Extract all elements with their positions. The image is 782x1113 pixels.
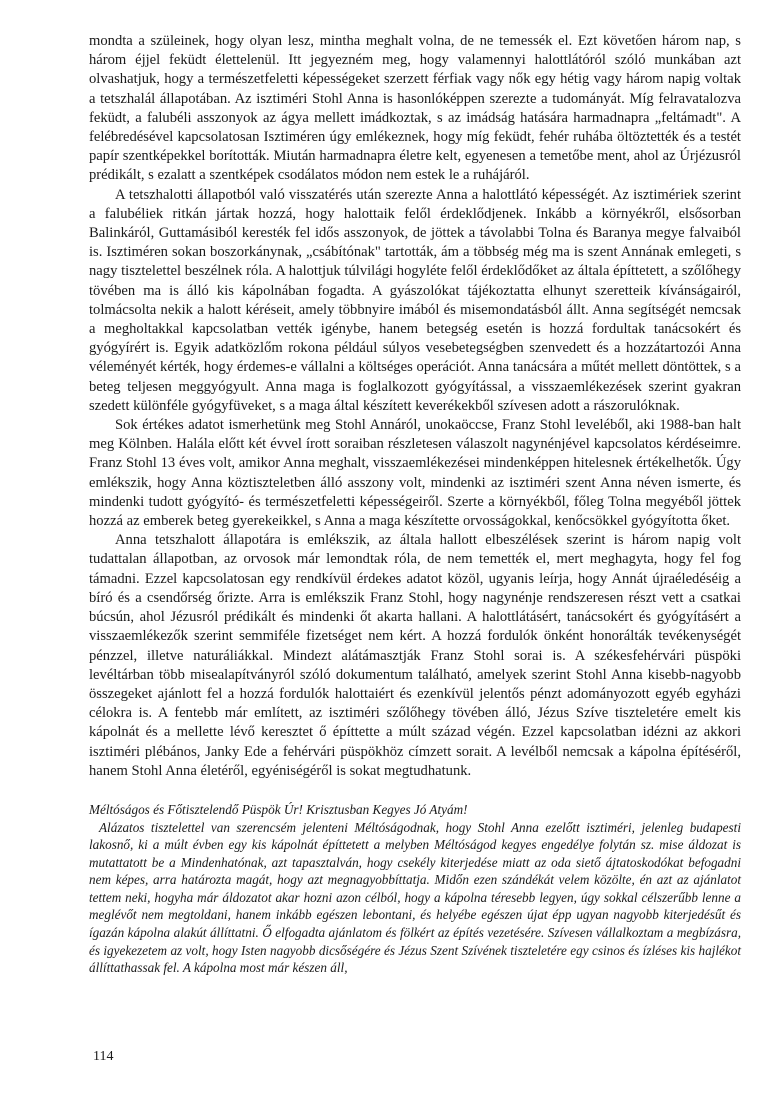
quoted-letter	[89, 801, 741, 977]
letter-body: Alázatos tisztelettel van szerencsém jelenteni Méltóságodnak, hogy Stohl Anna ezelőtt isztiméri, jelenleg budapesti lakosnő, ki a múlt évben egy kis kápolnát építtetett a melyben Méltóságod kegyes engedélye folytán sz. mise áldozat is mutattatott be a Mindenhatónak, azt tapasztalván, hogy csekély kiterjedése miatt az oda siető ájtatoskodókat befogadni nem képes, arra határozta magát, hogy azt megnagyobbíttatja. Midőn ezen szándékát velem közölte, én azt az ajánlatot tettem neki, hogyha már áldozatot akar hozni azon célból, hogy a kápolna téresebb legyen, úgy sokkal célszerűbb lenne a meglévőt nem megtoldani, hanem inkább egészen lebontani, és helyébe egészen újat épp ugyan nagyobb kiterjedésűt és ígazán kápolna alakút állíttatni. Ő elfogadta ajánlatom és fölkért az építés vezetésére. Szívesen vállalkoztam a megbízásra, és igyekezetem az volt, hogy Isten nagyobb dicsőségére és Jézus Szent Szívének tiszteletére egy csinos és ízléses kis hajlékot állíttathassak fel. A kápolna most már készen áll,	[89, 819, 741, 976]
paragraph: A tetszhalotti állapotból való visszatérés után szerezte Anna a halottlátó képességét. Az isztimériek szerint a falubéliek ritkán jártak hozzá, hogy halottaik felől érdeklődjenek. Inkább a környékről, elsősorban Balinkáról, Guttamásiból keresték fel idős asszonyok, de jöttek a távolabbi Tolna és Baranya megye falvaiból is. Isztiméren sokan boszorkánynak, „csábítónak" tartották, ám a többség még ma is szent Annának emlegeti, s nagy tisztelettel beszélnek róla. A halottjuk túlvilági hogyléte felől érdeklődőket az általa építtetett, a szőlőhegy tövében ma is álló kis kápolnában fogadta. A gyászolókat tájékoztatta elhunyt szeretteik kívánságairól, tolmácsolta nekik a halott kéréseit, amely többnyire imából és misemondatásból állt. Anna segítségét nemcsak a megholtakkal kapcsolatban vették igénybe, hanem betegség esetén is hozzá fordultak tanácsokért és gyógyírért is. Egyik adatközlőm rokona például súlyos vesebetegségben szenvedett és a hozzátartozói Anna véleményét kérték, hogy érdemes-e vállalni a költséges operációt. Anna tanácsára a műtét mellett döntöttek, s a beteg teljesen meggyógyult. Anna maga is foglalkozott gyógyítással, a visszaemlékezések szerint gyakran szedett különféle gyógyfüveket, s a maga által készített keverékekből szívesen adott a rászorulóknak.	[89, 186, 741, 414]
paragraph: Sok értékes adatot ismerhetünk meg Stohl Annáról, unokaöccse, Franz Stohl leveléből, aki 1988-ban halt meg Kölnben. Halála előtt két évvel írott soraiban részletesen válaszolt nagynénjével kapcsolatos kérdéseimre. Franz Stohl 13 éves volt, amikor Anna meghalt, visszaemlékezései mindenképpen hitelesnek értékelhetők. Úgy emlékszik, hogy Anna köztiszteletben álló asszony volt, mindenki az isztiméri szent Anna néven ismerte, és mindenki tudott gyógyító- és természetfeletti képességeiről. Szerte a környékből, főleg Tolna megyéből jöttek hozzá az emberek beteg gyerekeikkel, s Anna a maga készítette orvosságokkal, kenőcsökkel gyógyította őket.	[89, 417, 741, 530]
paragraph: mondta a szüleinek, hogy olyan lesz, mintha meghalt volna, de ne temessék el. Ezt követően három nap, s három éjjel feküdt élettelenül. Itt jegyezném meg, hogy valamennyi halottlátóról szóló munkában azt olvashatjuk, hogy a természetfeletti képességeket szerzett férfiak vagy nők egy hétig vagy három napig voltak a tetszhalál állapotában. Az isztiméri Stohl Anna is hasonlóképpen szerezte a tudományát. Míg felravatalozva feküdt, a falubéli asszonyok az ágya mellett imádkoztak, s az imádság hatására harmadnapra „feltámadt". A felébredésével kapcsolatosan Isztiméren úgy emlékeznek, hogy míg feküdt, fehér ruhába öltöztették és a testét papír szentképekkel borították. Miután harmadnapra életre kelt, egyenesen a temetőbe ment, ahol az Úrjézusról prédikált, s ezalatt a szentképek csodálatos módon nem estek le a ruhájáról.	[89, 33, 741, 184]
page-number: 114	[93, 1049, 114, 1064]
body-text	[89, 32, 741, 781]
letter-salutation: Méltóságos és Főtisztelendő Püspök Úr! Krisztusban Kegyes Jó Atyám!	[89, 801, 468, 817]
paragraph: Anna tetszhalott állapotára is emlékszik, az általa hallott elbeszélések szerint is három napig volt tudattalan állapotban, az orvosok már lemondtak róla, de nem temették el, mert meghagyta, hogy fel fog támadni. Ezzel kapcsolatosan egy rendkívül érdekes adatot közöl, ugyanis leírja, hogy Annát újraéledéséig a bíró és a csendőrség őrizte. Arra is emlékszik Franz Stohl, hogy nagynénje rendszeresen részt vett a csatkai búcsún, ahol Jézusról prédikált és mindenki őt akarta hallani. A halottlátásért, tanácsokért és gyógyításért a visszaemlékezők szerint semmiféle fizetséget nem kért. A hozzá fordulók önként honorálták tevékenységét pénzzel, illetve naturáliákkal. Mindezt alátámasztják Franz Stohl sorai is. A székesfehérvári püspöki levéltárban több misealapítványról szóló dokumentum található, amelyek szerint Stohl Anna kisebb-nagyobb összegeket ajánlott fel a hozzá fordulók halottaiért és ezenkívül jelentős pénzt adományozott egyéb egyházi célokra is. A fentebb már említett, az isztiméri szőlőhegy tövében álló, Jézus Szíve tiszteletére emelt kis kápolnát és a mellette lévő keresztet ő építtette a múlt század végén. Ezzel kapcsolatban idézni az akkori isztiméri plébános, Janky Ede a fehérvári püspökhöz címzett sorait. A levélből nemcsak a kápolna építéséről, hanem Stohl Anna életéről, egyéniségéről is sokat megtudhatunk.	[89, 532, 741, 779]
page-content	[89, 32, 741, 977]
